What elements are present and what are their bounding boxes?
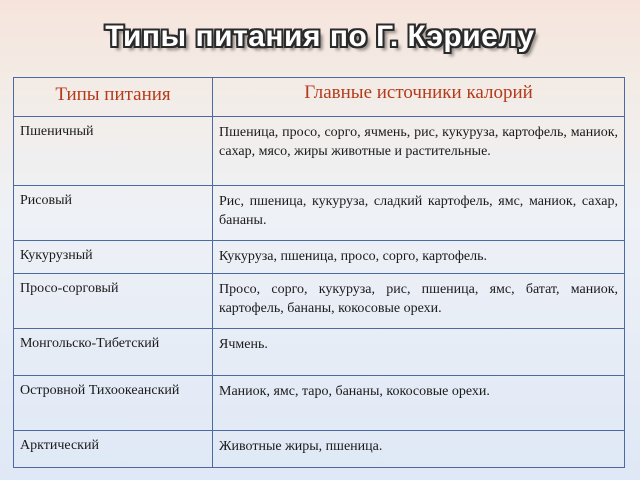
header-diet-type: Типы питания [14,78,213,117]
table-row [14,241,625,274]
table-row [14,117,625,186]
table-row [14,329,625,376]
table-row [14,186,625,241]
diet-type-cell: Рисовый [14,186,213,241]
table-row [14,431,625,468]
calorie-sources-cell: Кукуруза, пшеница, просо, сорго, картофель. [213,241,625,274]
calorie-sources-cell: Маниок, ямс, таро, бананы, кокосовые орехи. [213,376,625,431]
slide-title: Типы питания по Г. Кэриелу [105,20,535,53]
diet-type-cell: Просо-сорговый [14,274,213,329]
diet-types-table [13,77,625,468]
calorie-sources-cell: Пшеница, просо, сорго, ячмень, рис, кукуруза, картофель, маниок, сахар, мясо, жиры животные и растительные. [213,117,625,186]
calorie-sources-cell: Просо, сорго, кукуруза, рис, пшеница, ямс, батат, маниок, картофель, бананы, кокосовые орехи. [213,274,625,329]
calorie-sources-cell: Животные жиры, пшеница. [213,431,625,468]
table-row [14,376,625,431]
diet-type-cell: Островной Тихоокеанский [14,376,213,431]
header-calorie-sources: Главные источники калорий [213,78,625,117]
diet-type-cell: Монгольско-Тибетский [14,329,213,376]
diet-type-cell: Арктический [14,431,213,468]
diet-type-cell: Пшеничный [14,117,213,186]
diet-type-cell: Кукурузный [14,241,213,274]
table-header-row [14,78,625,117]
calorie-sources-cell: Рис, пшеница, кукуруза, сладкий картофель, ямс, маниок, сахар, бананы. [213,186,625,241]
calorie-sources-cell: Ячмень. [213,329,625,376]
table-row [14,274,625,329]
